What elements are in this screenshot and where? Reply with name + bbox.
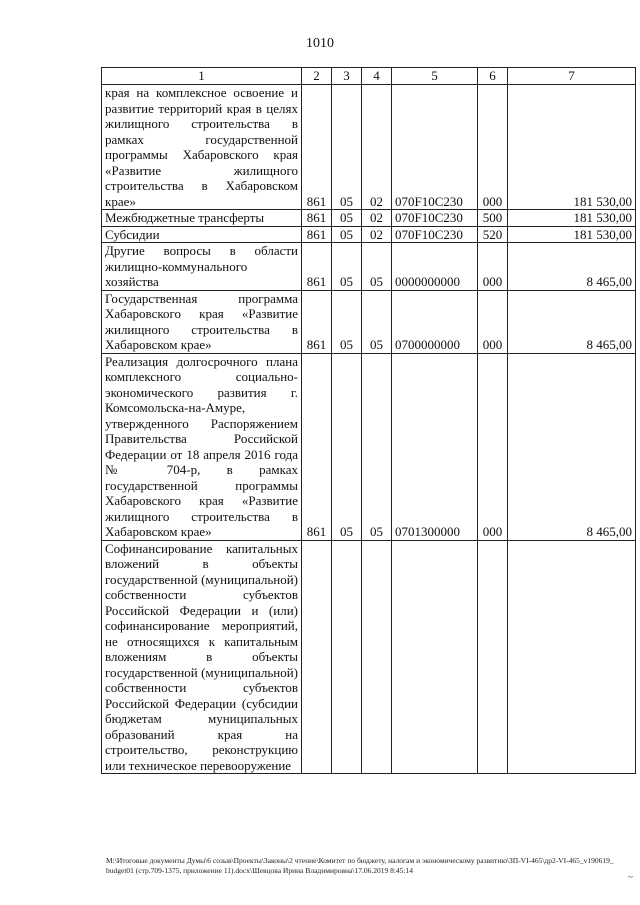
document-footer-path: M:\Итоговые документы Думы\6 созыв\Проекты\Законы\2 чтение\Комитет по бюджету, налогам и экономическому развитию\ЗП-VI-465\др2-VI-465_v190619_budget01 (стр.709-1375, приложение 11).docx\Шевцова Ирина Владимировна\17.06.2019 8:45:14 xyxy=(106,856,614,875)
cell-rz: 05 xyxy=(332,210,362,227)
table-row xyxy=(102,353,636,540)
cell-csr: 070F10C230 xyxy=(392,85,478,210)
budget-table xyxy=(101,67,636,774)
cell-ved xyxy=(302,540,332,774)
cell-pr: 05 xyxy=(362,290,392,353)
table-row xyxy=(102,85,636,210)
cell-vr xyxy=(478,540,508,774)
cell-csr: 0701300000 xyxy=(392,353,478,540)
cell-ved: 861 xyxy=(302,210,332,227)
table-row xyxy=(102,226,636,243)
table-row xyxy=(102,290,636,353)
cell-vr: 000 xyxy=(478,243,508,291)
cell-ved: 861 xyxy=(302,353,332,540)
cell-name: Другие вопросы в области жилищно-коммунального хозяйства xyxy=(102,243,302,291)
cell-name: Реализация долгосрочного плана комплексного социально-экономического развития г. Комсомольска-на-Амуре, утвержденного Распоряжением Правительства Российской Федерации от 18 апреля 2016 года № 704-р, в рамках государственной программы Хабаровского края «Развитие жилищного строительства в Хабаровском крае» xyxy=(102,353,302,540)
table-header-row xyxy=(102,68,636,85)
cell-rz: 05 xyxy=(332,226,362,243)
cell-vr: 000 xyxy=(478,85,508,210)
cell-ved: 861 xyxy=(302,85,332,210)
cell-vr: 520 xyxy=(478,226,508,243)
margin-mark: ~ xyxy=(628,872,633,882)
cell-pr: 02 xyxy=(362,226,392,243)
table-row xyxy=(102,210,636,227)
cell-rz: 05 xyxy=(332,243,362,291)
header-cell: 3 xyxy=(332,68,362,85)
cell-sum: 8 465,00 xyxy=(508,290,636,353)
header-cell: 5 xyxy=(392,68,478,85)
page-number: 1010 xyxy=(306,36,334,51)
cell-sum: 181 530,00 xyxy=(508,210,636,227)
cell-rz: 05 xyxy=(332,85,362,210)
cell-rz: 05 xyxy=(332,290,362,353)
cell-csr: 0000000000 xyxy=(392,243,478,291)
header-cell: 4 xyxy=(362,68,392,85)
cell-sum: 8 465,00 xyxy=(508,353,636,540)
header-cell: 2 xyxy=(302,68,332,85)
cell-ved: 861 xyxy=(302,290,332,353)
cell-sum: 181 530,00 xyxy=(508,85,636,210)
table-row xyxy=(102,540,636,774)
cell-name: края на комплексное освоение и развитие территорий края в целях жилищного строительства в рамках государственной программы Хабаровского края «Развитие жилищного строительства в Хабаровском крае» xyxy=(102,85,302,210)
cell-rz: 05 xyxy=(332,353,362,540)
cell-name: Межбюджетные трансферты xyxy=(102,210,302,227)
cell-csr: 070F10C230 xyxy=(392,226,478,243)
cell-rz xyxy=(332,540,362,774)
table-row xyxy=(102,243,636,291)
header-cell: 7 xyxy=(508,68,636,85)
cell-name: Государственная программа Хабаровского края «Развитие жилищного строительства в Хабаровском крае» xyxy=(102,290,302,353)
cell-pr: 05 xyxy=(362,243,392,291)
cell-vr: 000 xyxy=(478,353,508,540)
header-cell: 6 xyxy=(478,68,508,85)
cell-csr xyxy=(392,540,478,774)
cell-csr: 0700000000 xyxy=(392,290,478,353)
cell-sum: 8 465,00 xyxy=(508,243,636,291)
cell-ved: 861 xyxy=(302,226,332,243)
cell-csr: 070F10C230 xyxy=(392,210,478,227)
cell-name: Субсидии xyxy=(102,226,302,243)
cell-pr xyxy=(362,540,392,774)
header-cell: 1 xyxy=(102,68,302,85)
cell-pr: 02 xyxy=(362,85,392,210)
cell-name: Софинансирование капитальных вложений в объекты государственной (муниципальной) собственности субъектов Российской Федерации и (или) софинансирование мероприятий, не относящихся к капитальным вложениям в объекты государственной (муниципальной) собственности субъектов Российской Федерации (субсидии бюджетам муниципальных образований края на строительство, реконструкцию или техническое перевооружение xyxy=(102,540,302,774)
cell-sum xyxy=(508,540,636,774)
cell-vr: 500 xyxy=(478,210,508,227)
cell-pr: 05 xyxy=(362,353,392,540)
cell-pr: 02 xyxy=(362,210,392,227)
cell-sum: 181 530,00 xyxy=(508,226,636,243)
cell-vr: 000 xyxy=(478,290,508,353)
cell-ved: 861 xyxy=(302,243,332,291)
